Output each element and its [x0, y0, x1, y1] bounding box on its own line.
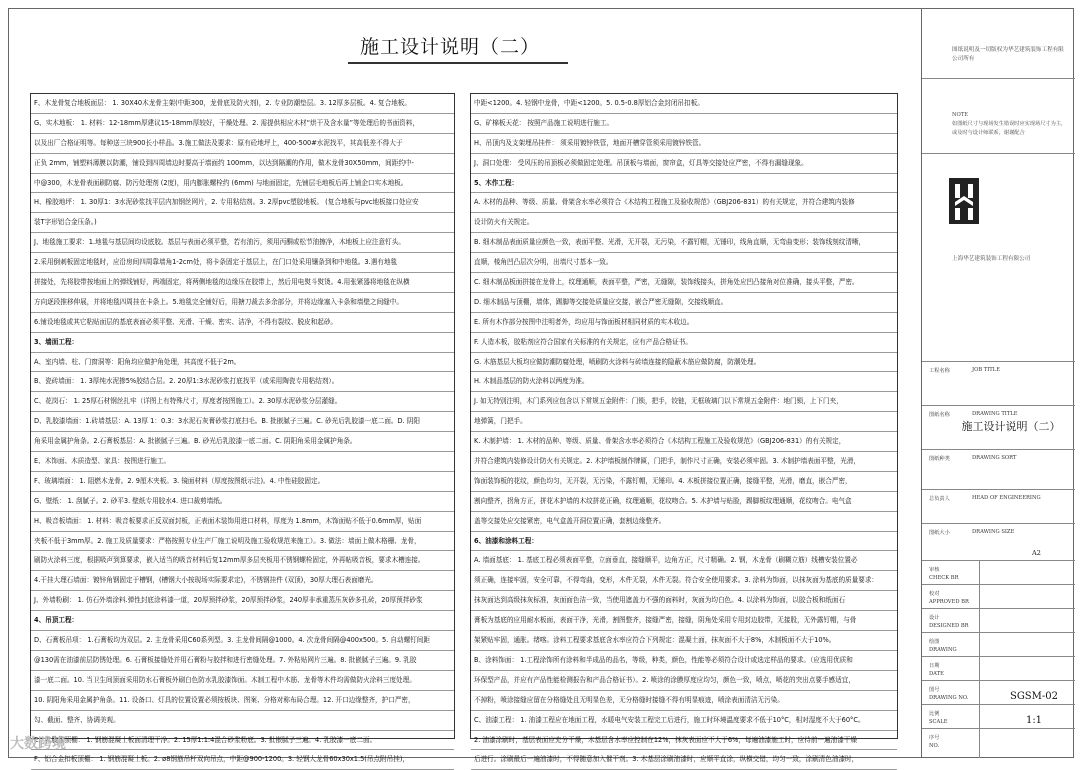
company-logo-icon — [947, 176, 981, 226]
spec-line: 3、墙面工程： — [31, 333, 454, 353]
note-label: NOTE — [952, 112, 969, 118]
divider — [922, 78, 1075, 79]
spec-line: 抹灰面达到高级抹灰标准，灰面面色洁一致，当使用遮盖力不强的面料时，灰面为均白色。4. 以涂料为饰面，以胶合板和纸面石 — [471, 591, 897, 611]
spec-line: G、矿棉板天花： 按照产品施工说明进行施工。 — [471, 114, 897, 134]
spec-line: E、乳胶漆顶棚： 1. 钢筋混凝土板面清理干净。2. 15厚1:1:4混合砂浆粉底。3. 批嵌腻子三遍。4. 乳胶漆一底二面。 — [31, 731, 454, 751]
designed-en: DESIGNED BR — [929, 623, 969, 629]
spec-line: 并符合建筑内装修设计防火有关规定。2. 木护墙板制作牌匾，门把手，制作尺寸正确，安装必须牢固。3. 木制护墙表面平整，光滑， — [471, 452, 897, 472]
drawn-row — [922, 632, 1075, 657]
spec-line: 拼接处，先将胶带按地面上的弹线铺好，两端固定，将两侧地毯的边缘压在胶带上，然后用电熨斗熨烫。4.用张紧器将地毯在纵横 — [31, 273, 454, 293]
spec-line: 2. 油漆涂刷时，基层表面应充分干燥，木基层含水率应控制在12%，抹灰表面应不大于6%，每遍油漆施工时，应待前一遍油漆干燥 — [471, 731, 897, 751]
spec-line: A. 木材的品种、等级、质量、骨架含水率必须符合《木结构工程施工及验收规范》（GBJ206-831）的有关规定，并符合建筑内装修 — [471, 193, 897, 213]
scale-en: SCALE — [929, 719, 948, 725]
spec-line: 后进行。涂刷最后一遍油漆时，不得随意加入催干剂。3. 木基层涂刷油漆时，应顺平直涂，纵横交错，均匀一致，涂刷清色油漆时， — [471, 750, 897, 770]
spec-line: C、油漆工程： 1. 油漆工程应在地面工程，水暖电气安装工程完工后进行，施工时环境温度要求不低于10°C，相对湿度不大于60°C。 — [471, 711, 897, 731]
spec-line: H、吊顶内及支架埋吊挂件： 须采用镀锌铁管，地面开槽穿管须采用镀锌铁管。 — [471, 134, 897, 154]
seq-en: NO. — [929, 743, 940, 749]
spec-line: C、花岗石： 1. 25厚石材钢丝扎牢（详图上有特殊尺寸，厚度者按图施工）。2. 30厚水泥砂浆分层灌缝。 — [31, 392, 454, 412]
spec-line: 夹板不低于3mm厚。2. 施工及质量要求：严格按照专业生产厂施工说明及施工验收规范来施工）。3. 做法：墙面上做木格栅、龙骨， — [31, 532, 454, 552]
title-underline — [348, 62, 568, 64]
spec-line: D、石膏板吊项： 1.石膏板均为双层。2. 主龙骨采用C60系列型。3. 主龙骨间隔@1000。4. 次龙骨间隔@400x500。5. 自动螺钉间距 — [31, 631, 454, 651]
spec-line: 直顺，棱角凹凸层次分明，出墙尺寸基本一致。 — [471, 253, 897, 273]
spec-line: 刷防火涂料三度，根据吸声到算要求，嵌入适当的吸音材料后复12mm厚多层夹板用不锈钢螺栓固定，外再帖吸音板，要求木槽连接。 — [31, 551, 454, 571]
spec-line: A. 墙面基底： 1. 基底工程必须表面平整，立面垂直，接缝顺平，边角方正，尺寸精确。2. 钢，木龙骨（刷糊立筋）线槽安装位置必 — [471, 551, 897, 571]
spec-line: 2.采用倒刺板固定地毯时，应沿房间四周靠墙角1-2cm处，将卡条固定于基层上，在门口处采用镶条到和中地毯。3.遇有地毯 — [31, 253, 454, 273]
drawn-label — [929, 638, 957, 654]
date-en: DATE — [929, 671, 944, 677]
drawing-no-cn: 图号 — [929, 687, 940, 693]
head-label: 总负责人 — [929, 496, 950, 502]
spec-line: J、地毯施工要求：1.地毯与基层间均设底胶。基层与表面必须平整，若有油污，须用丙酮或松节油擦净，木地板上应注意钉头。 — [31, 233, 454, 253]
spec-line: H、吸音板墙面： 1. 材料：吸音板要求正反双面封板，正表面木装饰用进口材料，厚度为 1.8mm，木饰面贴不低于0.6mm厚，贴面 — [31, 512, 454, 532]
spec-line: 4.干挂大理石墙面：镀锌角钢固定于槽钢，(槽钢大小按现场实际要求定)，不锈钢挂件 (双顶)，30厚大理石表面磨光。 — [31, 571, 454, 591]
head-row — [922, 489, 1075, 520]
spec-line: 以及出厂合格证明等。每种送三块900长小样品。3.施工做法及要求：原有砼地坪上，400-500#水泥找平，其高低差不得大于 — [31, 134, 454, 154]
spec-line: 盖等交接处应交接紧密，电气盒盖开洞位置正确，套割边缘整齐。 — [471, 512, 897, 532]
spec-line: 正负 2mm，铺塑料薄膜以防潮，铺设到四周墙边时要高于墙面约 100mm，以达到隔潮的作用，做木龙骨30X50mm，间距约中- — [31, 154, 454, 174]
spec-line: 设计防火有关规定。 — [471, 213, 897, 233]
drawing-sort-en: DRAWING SORT — [972, 455, 1017, 461]
spec-line: H. 木制品基层的防火涂料以两度为准。 — [471, 372, 897, 392]
drawing-title-label: 图纸名称 — [929, 412, 950, 418]
spec-line: 勾、截面、整齐、协调美观。 — [31, 711, 454, 731]
spec-line: 须正确，连接牢固，安全可靠，不得弯曲，变形，木件无裂，木件无裂。符合安全使用要求。3. 涂料为饰面，以抹灰面为基底的质量要求： — [471, 571, 897, 591]
scale-cn: 比例 — [929, 711, 940, 717]
size-en: DRAWING SIZE — [972, 529, 1015, 535]
drawn-cn: 绘图 — [929, 639, 940, 645]
spec-line: 中距<1200。4. 轻钢中龙骨，中距<1200。5. 0.5-0.8厚铝合金封闭吊扣板。 — [471, 94, 897, 114]
spec-line: 中@300，木龙骨表面刷防腐、防污处理剂 (2度)，用内膨胀螺栓约 (6mm) 与地面固定，先铺层毛地板后再上铺企口实木地板。 — [31, 174, 454, 194]
approved-row — [922, 584, 1075, 609]
spec-line: D、乳胶漆墙面：1.砖墙基层：A. 13厚 1：0.3：3水泥石灰膏砂浆打底扫毛。B. 批嵌腻子三遍。C. 砂光后乳胶漆一底二面。D. 阴阳 — [31, 412, 454, 432]
drawing-no-label — [929, 686, 968, 702]
job-title-label: 工程名称 — [929, 368, 950, 374]
spec-line: 4、吊顶工程： — [31, 611, 454, 631]
spec-line: J. 如无特别注明，木门系列应包含以下常规五金附件：门锁，把手，铰链，无框玻璃门以下常规五金附件：地门锁，上下门夹， — [471, 392, 897, 412]
spec-line: 6.铺设地毯或其它粘贴面层的基底表面必须平整、光滑、干燥、密实、洁净，不得有裂纹、脱皮和起砂。 — [31, 313, 454, 333]
spec-line: C. 细木制品板面拼接在龙骨上，纹理通顺，表面平整，严密，无缝隙，装饰线接头，拼角处应凹凸接角对位准确，接头平整，严密。 — [471, 273, 897, 293]
spec-line: F、铝合金扣板顶棚： 1. 钢筋混凝土板。2. ø8钢筋吊杆双向吊点，中距@900-1200。3. 轻钢大龙骨60x30x1.5(吊点附吊挂)， — [31, 750, 454, 770]
approved-cn: 校对 — [929, 591, 940, 597]
spec-line: J、外墙粉刷： 1. 仿石外墙涂料.弹性封底涂料漆一道，20厚预拌砂浆，20厚预拌砂浆，240厚非承重蒸压灰砂多孔砖，20厚预拌砂浆 — [31, 591, 454, 611]
spec-line: K. 木制护墙： 1. 木材的品种、等级、质量、骨架含水率必须符合《木结构工程施工及验收规范》（GBJ206-831）的有关规定， — [471, 432, 897, 452]
size-row — [922, 523, 1075, 560]
date-row — [922, 656, 1075, 681]
size-value: A2 — [1032, 549, 1041, 557]
drawing-no-value: SGSM-02 — [1009, 691, 1059, 702]
watermark: 大数跨境 — [10, 736, 66, 752]
spec-line: E、木饰面、木质造型、家具：按图进行施工。 — [31, 452, 454, 472]
scale-value: 1:1 — [1025, 715, 1043, 726]
spec-line: B、涂料饰面： 1.工程涂饰所有涂料和半成品的品名，等级，种类，颜色，性能等必须符合设计或选定样品的要求。（应选用优质和 — [471, 651, 897, 671]
spec-line: F、玻璃墙面： 1. 阻燃木龙骨。2. 9厘木夹板。3. 镜面材料（厚度按图纸示注)。4. 中性硅胶固定。 — [31, 472, 454, 492]
drawing-sort-label: 图纸种类 — [929, 456, 950, 462]
title-block — [921, 8, 1074, 758]
spec-line: B、瓷砖墙面： 1. 3厚纯水泥掺5%胶结合层。2. 20厚1:3水泥砂浆打底找平（或采用陶瓷专用粘结剂）。 — [31, 372, 454, 392]
page-title: 施工设计说明（二） — [359, 36, 540, 58]
job-title-row — [922, 361, 1075, 402]
size-label: 图纸大小 — [929, 530, 950, 536]
head-en: HEAD OF ENGINEERING — [972, 495, 1041, 501]
spec-line: G、壁纸： 1. 刮腻子。2. 砂平3. 壁纸专用胶水4. 进口裁剪墙纸。 — [31, 492, 454, 512]
spec-line: H、橡胶地坪： 1. 30厚1：3水泥砂浆找平层内加钢丝网片，2. 专用粘结剂。3. 2厚pvc塑胶地板。 (复合地板与pvc地板接口处应安 — [31, 193, 454, 213]
right-column — [470, 93, 898, 764]
spec-line: 膏板为基底的应用耐水板面，表面干净，光滑，割图整齐，接缝严密，接缝，阴角处采用专用封边胶带，无接股，无外露钉帽，与骨 — [471, 611, 897, 631]
check-cn: 审核 — [929, 567, 940, 573]
seq-label — [929, 734, 939, 750]
drawing-title-en: DRAWING TITLE — [972, 411, 1018, 417]
check-row — [922, 560, 1075, 585]
spec-line: 装T字形铝合金压条。) — [31, 213, 454, 233]
spec-line: F. 人造木板，胶粘剂应符合国家有关标准的有关规定，应有产品合格证书。 — [471, 333, 897, 353]
spec-line: 5、木作工程： — [471, 174, 897, 194]
seq-cn: 序号 — [929, 735, 940, 741]
designed-label — [929, 614, 969, 630]
job-title-en: JOB TITLE — [972, 367, 1000, 373]
spec-line: G、实木地板： 1. 材料：12-18mm厚建议15-18mm厚较好，干燥处理。2. 需提供相应木材“烘干及含水量”等处理后的书面资料， — [31, 114, 454, 134]
designed-row — [922, 608, 1075, 633]
drawing-no-en: DRAWING NO. — [929, 695, 969, 701]
approved-label — [929, 590, 969, 606]
note-body: 如图纸尺寸与现场发生错误时应实现场尺寸为主，或及时与设计师联系，谢谢配合 — [952, 121, 1067, 136]
drawing-title-value: 施工设计说明（二） — [961, 420, 1061, 433]
check-en: CHECK BR — [929, 575, 959, 581]
seq-row — [922, 728, 1075, 757]
spec-line: 不掉粉，喷涂接缝应留在分格缝处且无明显色差，无分格缝时接缝不得有明显痕迹，喷涂表面清洁无污染。 — [471, 691, 897, 711]
spec-line: 10. 阴阳角采用金属护角条。11. 设备口、灯具的位置设置必须按板块、图案、分格对称布局合理。12. 开口边缘整齐，护口严密， — [31, 691, 454, 711]
spec-line: 6、油漆和涂料工程： — [471, 532, 897, 552]
spec-line: J、洞口处理： 受风压的吊顶板必须做固定处理。吊顶板与墙面，窗帘盒，灯具等交接处应严密，不得有漏缝现象。 — [471, 154, 897, 174]
spec-line: 漆一底二面。10. 当卫生间顶面采用防水石膏板外刷白色防水乳胶漆饰面。木制工程中木筋、龙骨等木件均需做防火涂料三度处理。 — [31, 671, 454, 691]
spec-line: 方向逐段推移伸展，并将地毯四周挂在卡条上。5.地毯完全铺好后，用搪刀裁去多余部分，并将边缘塞入卡条和墙壁之间缝中。 — [31, 293, 454, 313]
note-block — [952, 111, 1067, 138]
spec-line: E. 所有木作部分按图中注明者外，均应用与饰面板材相同材质的实木收边。 — [471, 313, 897, 333]
spec-line: 环保型产品，并应有产品性能检测报告和产品合格证书）。2. 喷涂的涂膜厚度应均匀，颜色一致，喷点，喷花的突出点要手感适宜， — [471, 671, 897, 691]
approved-en: APPROVED BR — [929, 599, 969, 605]
drawn-en: DRAWING — [929, 647, 957, 653]
drawing-sort-row — [922, 449, 1075, 486]
spec-line: B. 细木制品表面质量应颜色一致，表面平整、光滑，无开裂，无污染，不露钉帽，无锤印，线角直顺，无弯曲变形；装饰线刻纹清晰， — [471, 233, 897, 253]
spec-line: @130需在油漆前层防锈处理。6. 石膏板接缝处并用石膏粉与胶拌和进行密缝处理。7. 外粘贴网片三遍。8. 批嵌腻子三遍。9. 乳胶 — [31, 651, 454, 671]
spec-line: 地弹簧，门把手。 — [471, 412, 897, 432]
spec-line: A、室内墙、柱、门窗洞等：阳角均应做护角处理，其高度不低于2m。 — [31, 353, 454, 373]
check-label — [929, 566, 959, 582]
spec-line: 饰面装饰板的花纹，颜色均匀，无开裂，无污染，不露钉帽，无锤印。4. 木板拼接位置正确，接缝平整，光滑，磨直，嵌合严密， — [471, 472, 897, 492]
company-name: 上海华艺建筑装饰工程有限公司 — [952, 256, 1031, 262]
spec-line: 角采用金属护角条。2.石膏板基层：A. 批嵌腻子三遍。B. 砂光后乳胶漆一底二面。C. 阴阳角采用金属护角条。 — [31, 432, 454, 452]
copyright-note: 图纸说明及一切版权为华艺建筑装饰工程有限公司所有 — [952, 47, 1064, 62]
spec-line: 架紧贴牢固，通胀。绪喀。涂料工程要求基底含水率应符合下列规定：混凝土面，抹灰面不大于8%，木制板面不大于10%。 — [471, 631, 897, 651]
spec-line: D. 细木制品与顶棚，墙体，踢脚等交接处质量应交接，嵌合严密无缝隙，交接线顺直。 — [471, 293, 897, 313]
spec-line: 割向整齐，拐角方正，拼花木护墙的木纹拼花正确，纹理通顺，花纹吻合。5. 木护墙与贴脸，踢脚板纹理通顺，花纹吻合。电气盒 — [471, 492, 897, 512]
divider — [922, 153, 1075, 154]
spec-line: F、木龙骨复合地板面层： 1. 30X40木龙骨主架(中距300，龙骨底及防火剂)，2. 专业防潮垫层。3. 12厚多层板。4. 复合地板。 — [31, 94, 454, 114]
date-cn: 日期 — [929, 663, 940, 669]
scale-label — [929, 710, 948, 726]
spec-line: G. 木筋基层大板均应做防潮防腐处理，喷刷防火涂料与砖墙连接的隐蔽木筋应做防腐，防潮处理。 — [471, 353, 897, 373]
date-label — [929, 662, 944, 678]
designed-cn: 设计 — [929, 615, 940, 621]
